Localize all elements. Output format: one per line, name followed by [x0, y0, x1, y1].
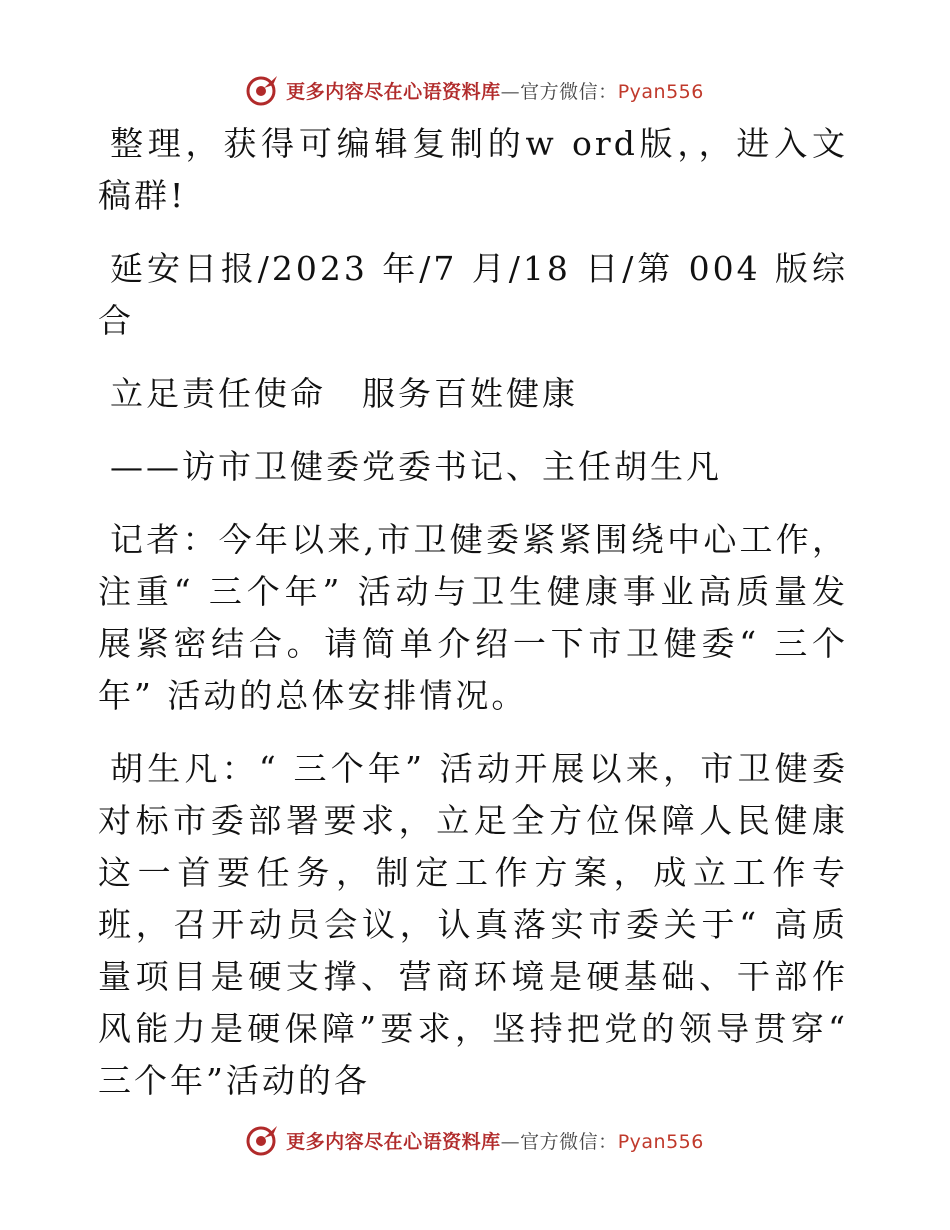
document-body	[98, 118, 862, 1107]
intro-paragraph: 整理，获得可编辑复制的w ord版，，进入文稿群!	[98, 124, 848, 215]
quill-logo-icon	[246, 1123, 280, 1157]
source-line: 延安日报/2023 年/7 月/18 日/第 004 版综合	[98, 249, 848, 340]
question-paragraph: 记者：今年以来,市卫健委紧紧围绕中心工作，注重“ 三个年” 活动与卫生健康事业高质量发展紧密结合。请简单介绍一下市卫健委“ 三个年” 活动的总体安排情况。	[98, 520, 848, 715]
header-watermark	[0, 70, 950, 110]
answer-paragraph: 胡生凡：“ 三个年” 活动开展以来，市卫健委对标市委部署要求，立足全方位保障人民健康这一首要任务，制定工作方案，成立工作专班，召开动员会议，认真落实市委关于“ 高质量项目是硬支撑、营商环境是硬基础、干部作风能力是硬保障”要求，坚持把党的领导贯穿“ 三个年”活动的各	[98, 749, 862, 1100]
watermark-text: 更多内容尽在心语资料库—官方微信：Pyan556	[286, 1130, 704, 1153]
article-subtitle: ——访市卫健委党委书记、主任胡生凡	[110, 447, 722, 486]
quill-logo-icon	[246, 73, 280, 107]
watermark-text: 更多内容尽在心语资料库—官方微信：Pyan556	[286, 80, 704, 103]
footer-watermark	[0, 1120, 950, 1160]
article-title: 立足责任使命 服务百姓健康	[110, 374, 578, 413]
